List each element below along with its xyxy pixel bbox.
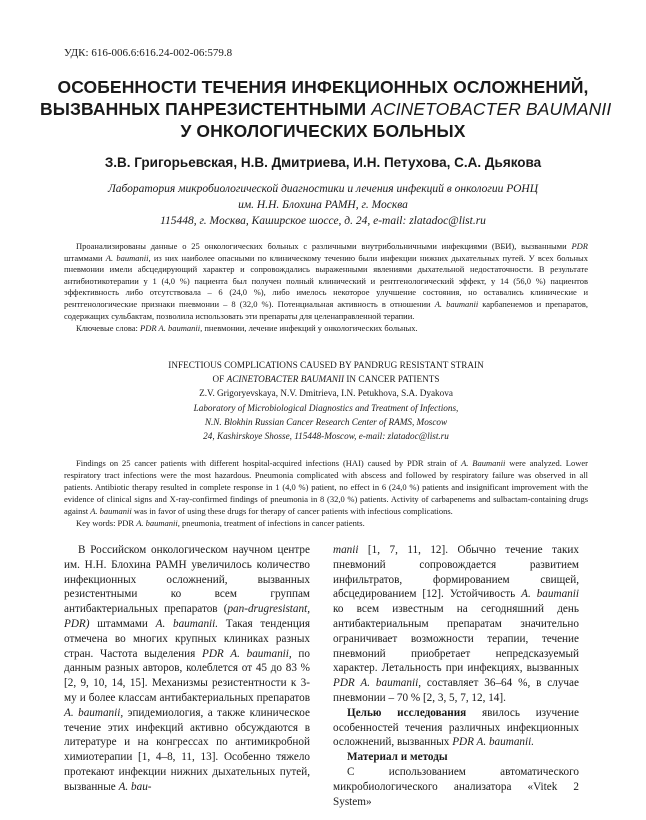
title-organism: ACINETOBACTER BAUMANII	[371, 99, 612, 119]
body-seg: составляет 36–64 %, в случае пневмонии – 70 % [2, 3, 5, 7, 12, 14].	[333, 677, 579, 704]
body-seg: В Российском онкологическом научном центре им. Н.Н. Блохина РАМН увеличилось количество инфекционных осложнений, вызванных резистентными ко всем группам антибактериальных препаратов (	[64, 544, 310, 616]
body-seg: PDR A. baumanii,	[202, 647, 292, 660]
body-seg: ко всем известным на сегодняшний день антибактериальным препаратам значительно ограничивает возможности терапии, течение пневмоний приобретает непредсказуемый характер. Летальность при инфекциях, вызванных	[333, 603, 579, 675]
affiliation-line-2: им. Н.Н. Блохина РАМН, г. Москва	[238, 199, 408, 211]
affiliation-line-1: Лаборатория микробиологической диагностики и лечения инфекций в онкологии РОНЦ	[107, 183, 539, 195]
abs-ru-seg: штаммами	[64, 252, 106, 263]
body-column-left	[64, 543, 310, 795]
abs-ru-seg: карбапенемов и препаратов, содержащих сульбактам, позволила использовать эти препараты для целенаправленной терапии.	[64, 298, 588, 321]
methods-paragraph: С использованием автоматического микробиологического анализатора «Vitek 2 System»	[333, 765, 579, 808]
aim-paragraph	[333, 706, 579, 750]
body-seg: эпидемиология, а также клиническое течение этих инфекций активно обсуждаются в литературе и на конгрессах по антимикробной химиотерапии [1, 4–8, 11, 13]. Особенно тяжело протекают инфекции нижних дыхательных путей, вызванные	[64, 706, 310, 793]
body-seg: [1, 7, 11, 12]. Обычно течение таких пневмоний сопровождается развитием инфильтратов, формированием свищей, абсцедированием [12]. Устойчивость	[333, 544, 579, 601]
abs-ru-seg: Проанализированы данные о 25 онкологических больных с различными внутрибольничными инфекциями (ВБИ), вызванными	[76, 241, 572, 251]
kw-en-seg: A. baumanii,	[136, 518, 180, 529]
abs-en-seg: A. baumanii	[90, 506, 132, 517]
english-authors: Z.V. Grigoryevskaya, N.V. Dmitrieva, I.N. Petukhova, S.A. Dyakova	[199, 388, 453, 399]
abs-ru-seg: PDR	[571, 241, 588, 251]
title-line-1: ОСОБЕННОСТИ ТЕЧЕНИЯ ИНФЕКЦИОННЫХ ОСЛОЖНЕНИЙ,	[57, 77, 589, 97]
body-seg: явилось изучение особенностей течения различных инфекционных осложнений, вызванных	[333, 706, 579, 749]
en-title-seg: IN CANCER PATIENTS	[344, 374, 440, 385]
body-paragraph	[333, 543, 579, 706]
abs-en-seg: was in favor of using these drugs for therapy of cancer patients with infectious complications.	[131, 506, 453, 517]
abstract-en-text	[64, 457, 588, 517]
udk-code: УДК: 616-006.6:616.24-002-06:579.8	[64, 47, 233, 59]
title-line-3: У ОНКОЛОГИЧЕСКИХ БОЛЬНЫХ	[180, 121, 466, 141]
aim-label: Целью исследования	[347, 706, 467, 719]
body-seg: A. baumanii	[521, 588, 579, 601]
english-header	[64, 358, 588, 443]
en-title-seg: OF	[212, 374, 227, 385]
abs-en-seg: Findings on 25 cancer patients with different hospital-acquired infections (HAI) caused by PDR strain of	[76, 458, 462, 468]
keywords-en	[64, 517, 588, 529]
english-affil-3: 24, Kashirskoye Shosse, 115448-Moscow, e-mail: zlatadoc@list.ru	[203, 431, 449, 442]
english-title-1: INFECTIOUS COMPLICATIONS CAUSED BY PANDRUG RESISTANT STRAIN	[168, 360, 484, 370]
english-affil-2: N.N. Blokhin Russian Cancer Research Center of RAMS, Moscow	[204, 416, 448, 427]
english-title-2	[64, 372, 588, 386]
body-seg: Такая тенденция отмечена во многих крупных клиниках разных стран. Частота выделения	[64, 617, 310, 660]
kw-ru-seg: пневмонии, лечение инфекций у онкологических больных.	[202, 323, 418, 334]
abs-ru-seg: A. baumanii	[434, 298, 479, 309]
affiliation-line-3: 115448, г. Москва, Каширское шоссе, д. 24, e-mail: zlatadoc@list.ru	[160, 215, 486, 227]
body-seg: manii	[333, 544, 359, 556]
title-line-2	[40, 98, 612, 120]
title-line-2-text: ВЫЗВАННЫХ ПАНРЕЗИСТЕНТНЫМИ	[40, 99, 372, 119]
body-seg: по данным разных авторов, колеблется от 45 до 83 % [2, 9, 10, 14, 15]. Механизмы резистентности к 3-му и более классам антибактериальных препаратов	[64, 647, 310, 704]
authors: З.В. Григорьевская, Н.В. Дмитриева, И.Н. Петухова, С.А. Дьякова	[104, 155, 542, 170]
kw-en-seg: Key words: PDR	[76, 518, 137, 529]
english-affil-1: Laboratory of Microbiological Diagnostics and Treatment of Infections,	[193, 402, 459, 413]
body-column-right	[333, 543, 579, 809]
body-paragraph	[64, 543, 310, 795]
body-seg: PDR A. baumanii.	[452, 736, 535, 749]
section-heading-methods: Материал и методы	[347, 751, 448, 764]
en-title-seg: ACINETOBACTER BAUMANII	[226, 374, 345, 385]
kw-ru-seg: Ключевые слова:	[76, 323, 141, 334]
keywords-ru	[64, 322, 588, 334]
abstract-russian	[64, 241, 588, 334]
body-seg: штаммами	[89, 617, 156, 630]
body-seg: pan-drugresistant, PDR)	[64, 603, 310, 630]
body-seg: A. baumanii,	[64, 706, 124, 719]
abstract-ru-text	[64, 241, 588, 322]
abstract-english	[64, 457, 588, 530]
body-seg: A. bau-	[118, 780, 152, 793]
kw-en-seg: pneumonia, treatment of infections in cancer patients.	[179, 518, 365, 529]
affiliation	[40, 181, 606, 229]
abs-ru-seg: , из них наиболее опасными по клиническому течению были инфекции нижних дыхательных путей. У всех больных пневмонии имели абсцедирующий характер и сопровождались выраженными явлениями дыхательной недостаточности. В результате антибиотикотерапии у 1 (4,0 %) пациента был получен полный клинический и рентгенологический эффект, у 14 (56,0 %) пациентов эффективность либо отсутствовала – 6 (24,0 %), либо имелось некоторое улучшение состояния, но оставались клинические и рентгенологические признаки пневмонии – 8 (32,0 %). Потенциальная активность в отношении	[64, 252, 588, 309]
kw-ru-seg: PDR A. baumanii,	[140, 323, 203, 334]
body-seg: PDR A. baumanii,	[333, 677, 421, 690]
abs-ru-seg: A. baumanii	[105, 252, 149, 263]
abs-en-seg: A. Baumanii	[461, 458, 506, 468]
body-seg: A. baumanii.	[155, 617, 219, 630]
abs-en-seg: were analyzed. Lower respiratory tract infections were the most hazardous. Pneumonia complicated with abscess and followed by respiratory failure was observed in all patients. Antibiotic therapy resulted in complete response in 1 (4,0 %) patient, no effect in 6 (24,0 %) patients and insignificant improvement with the evidence of clinical signs and X-ray-confirmed findings of pneumonia in 8 (32,0 %) patients. Activity of carbapenems and sulbactam-containing drugs against	[64, 458, 588, 517]
article-title	[40, 76, 612, 142]
